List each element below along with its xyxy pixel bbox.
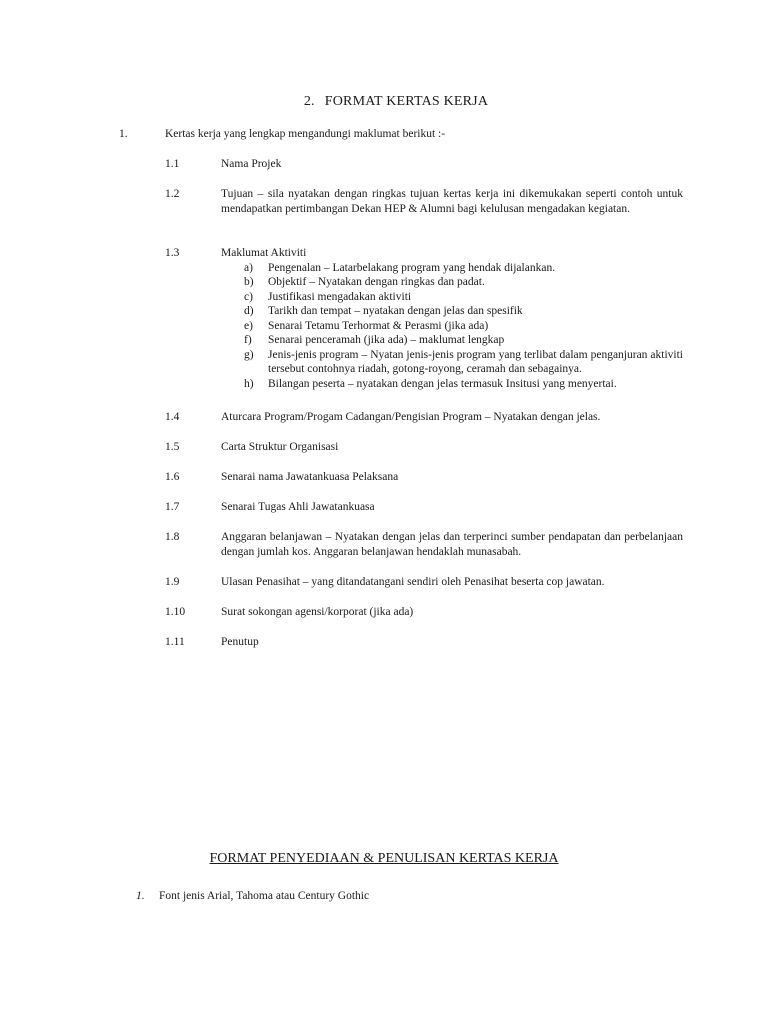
list-marker: c): [244, 290, 253, 303]
sub-item-number: 1.10: [165, 606, 186, 618]
sub-item-text: Penutup: [221, 636, 259, 648]
sub-item-number: 1.7: [165, 501, 180, 513]
section-heading: [0, 852, 768, 867]
sub-item-number: 1.9: [165, 576, 180, 588]
list-marker: d): [244, 305, 254, 317]
list-marker: g): [244, 348, 254, 361]
sub-item-number: 1.5: [165, 441, 180, 453]
sub-item-text: Anggaran belanjawan – Nyatakan dengan jelas dan terperinci sumber pendapatan dan perbelanjaan dengan jumlah kos. Anggaran belanjawan hendaklah munasabah.: [221, 531, 683, 558]
sub-item-number: 1.8: [165, 531, 180, 543]
page-title: [0, 95, 768, 110]
list-item: [221, 319, 683, 334]
list-text: Bilangan peserta – nyatakan dengan jelas termasuk Insitusi yang menyertai.: [268, 377, 617, 390]
activity-list: [221, 261, 683, 392]
section-heading-text: FORMAT PENYEDIAAN & PENULISAN KERTAS KERJA: [209, 851, 559, 866]
list-item: [221, 348, 683, 377]
list-text: Senarai Tetamu Terhormat & Perasmi (jika ada): [268, 319, 489, 332]
sub-item-number: 1.2: [165, 188, 180, 200]
list-item: [221, 275, 683, 290]
sub-item-text: Senarai nama Jawatankuasa Pelaksana: [221, 471, 399, 483]
list-text: Senarai penceramah (jika ada) – maklumat lengkap: [268, 334, 505, 346]
list-item: [221, 261, 683, 276]
list-text: Jenis-jenis program – Nyatan jenis-jenis program yang terlibat dalam penganjuran aktiviti tersebut contohnya riadah, gotong-royong, ceramah dan sebagainya.: [268, 348, 683, 375]
sub-item-number: 1.11: [165, 636, 185, 648]
main-item-number: 1.: [119, 128, 128, 140]
list-marker: a): [244, 261, 253, 274]
sub-item-text: Carta Struktur Organisasi: [221, 441, 339, 453]
list-marker: h): [244, 377, 254, 390]
list-text: Justifikasi mengadakan aktiviti: [268, 290, 412, 303]
list-marker: e): [244, 319, 253, 332]
sub-item-text: Aturcara Program/Progam Cadangan/Pengisian Program – Nyatakan dengan jelas.: [221, 411, 601, 423]
page-title-number: 2.: [303, 94, 315, 109]
font-item-text: Font jenis Arial, Tahoma atau Century Gothic: [159, 890, 370, 902]
list-item: [221, 290, 683, 305]
list-marker: f): [244, 334, 252, 346]
sub-item-number: 1.4: [165, 411, 180, 423]
list-item: [221, 333, 683, 348]
sub-item-text: Tujuan – sila nyatakan dengan ringkas tujuan kertas kerja ini dikemukakan seperti contoh untuk mendapatkan pertimbangan Dekan HEP & Alumni bagi kelulusan mengadakan kegiatan.: [221, 188, 683, 215]
sub-item-text: Maklumat Aktiviti: [221, 247, 307, 259]
sub-item-text: Ulasan Penasihat – yang ditandatangani sendiri oleh Penasihat beserta cop jawatan.: [221, 576, 605, 588]
list-item: [221, 304, 683, 319]
list-text: Tarikh dan tempat – nyatakan dengan jelas dan spesifik: [268, 305, 523, 317]
sub-item-block: [221, 246, 683, 391]
sub-item-number: 1.1: [165, 158, 180, 170]
list-text: Pengenalan – Latarbelakang program yang hendak dijalankan.: [268, 261, 556, 274]
sub-item-text: Nama Projek: [221, 158, 282, 170]
sub-item-number: 1.3: [165, 247, 180, 259]
sub-item-text: Senarai Tugas Ahli Jawatankuasa: [221, 501, 375, 513]
font-item-number: 1.: [136, 890, 145, 902]
sub-item-number: 1.6: [165, 471, 180, 483]
list-marker: b): [244, 276, 254, 288]
page-title-text: FORMAT KERTAS KERJA: [324, 94, 489, 109]
list-text: Objektif – Nyatakan dengan ringkas dan padat.: [268, 276, 485, 288]
main-item-text: Kertas kerja yang lengkap mengandungi maklumat berikut :-: [165, 128, 446, 140]
sub-item-text: Surat sokongan agensi/korporat (jika ada): [221, 606, 414, 618]
list-item: [221, 377, 683, 392]
